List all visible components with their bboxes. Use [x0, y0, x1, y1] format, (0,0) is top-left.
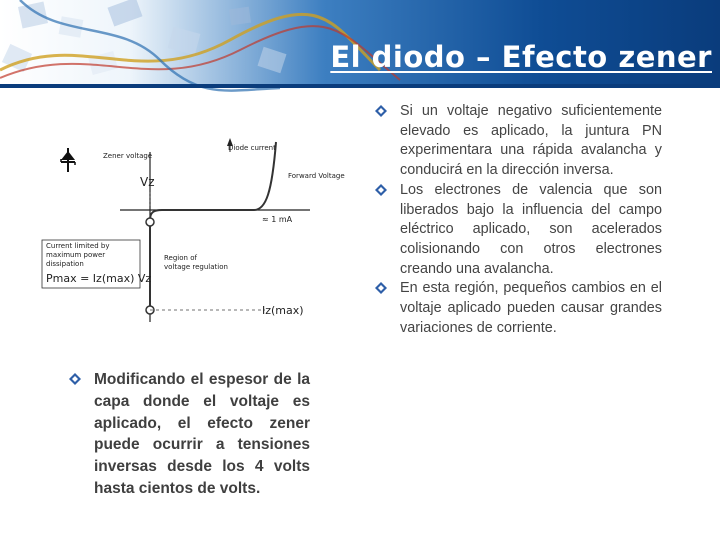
right-bullet-text: Los electrones de valencia que son liberados bajo la influencia del campo eléctrico aplicado, son acelerados colisionando con otros electrones creando una avalancha. — [400, 181, 662, 277]
label-zener-voltage: Zener voltage — [103, 152, 153, 160]
label-approx-ma: ≈ 1 mA — [262, 215, 293, 224]
diamond-bullet-icon — [374, 183, 388, 197]
label-region-line: Region of — [164, 254, 197, 262]
label-current-limited-line: maximum power — [46, 251, 106, 259]
left-bullet-text: Modificando el espesor de la capa donde el voltaje es aplicado, el efecto zener puede ocurrir a tensiones inversas desde los 4 volts hasta cientos de volts. — [94, 371, 310, 497]
curve-knee-marker — [146, 218, 154, 226]
left-bullet-list — [66, 369, 310, 500]
slide-header — [0, 0, 720, 88]
right-bullet-text: Si un voltaje negativo suficientemente elevado es aplicado, la juntura PN experimentara una rápida avalancha y conducirá en la dirección inversa. — [400, 103, 662, 179]
right-bullet-list — [372, 102, 662, 338]
slide-title: El diodo – Efecto zener — [330, 40, 712, 74]
zener-curve — [150, 142, 276, 310]
label-region — [164, 254, 228, 271]
right-bullet-text: En esta región, pequeños cambios en el voltaje aplicado pueden causar grandes variaciones de corriente. — [400, 280, 662, 336]
label-izmax: Iz(max) — [262, 304, 304, 317]
zener-diode-symbol — [61, 148, 75, 172]
label-current-limited-line: Current limited by — [46, 242, 110, 250]
diamond-bullet-icon — [374, 281, 388, 295]
label-pmax-formula: Pmax = Iz(max) Vz — [46, 272, 152, 285]
label-diode-current: Diode current — [228, 144, 276, 152]
label-region-line: voltage regulation — [164, 263, 228, 271]
label-forward-voltage: Forward Voltage — [288, 172, 345, 180]
right-bullet-item — [372, 102, 662, 181]
label-vz: Vz — [140, 175, 155, 189]
zener-characteristic-diagram — [40, 122, 345, 322]
right-bullet-item — [372, 181, 662, 280]
diamond-bullet-icon — [374, 104, 388, 118]
label-current-limited-line: dissipation — [46, 260, 84, 268]
right-bullet-item — [372, 279, 662, 338]
diamond-bullet-icon — [68, 372, 82, 386]
left-bullet-item — [66, 369, 310, 500]
